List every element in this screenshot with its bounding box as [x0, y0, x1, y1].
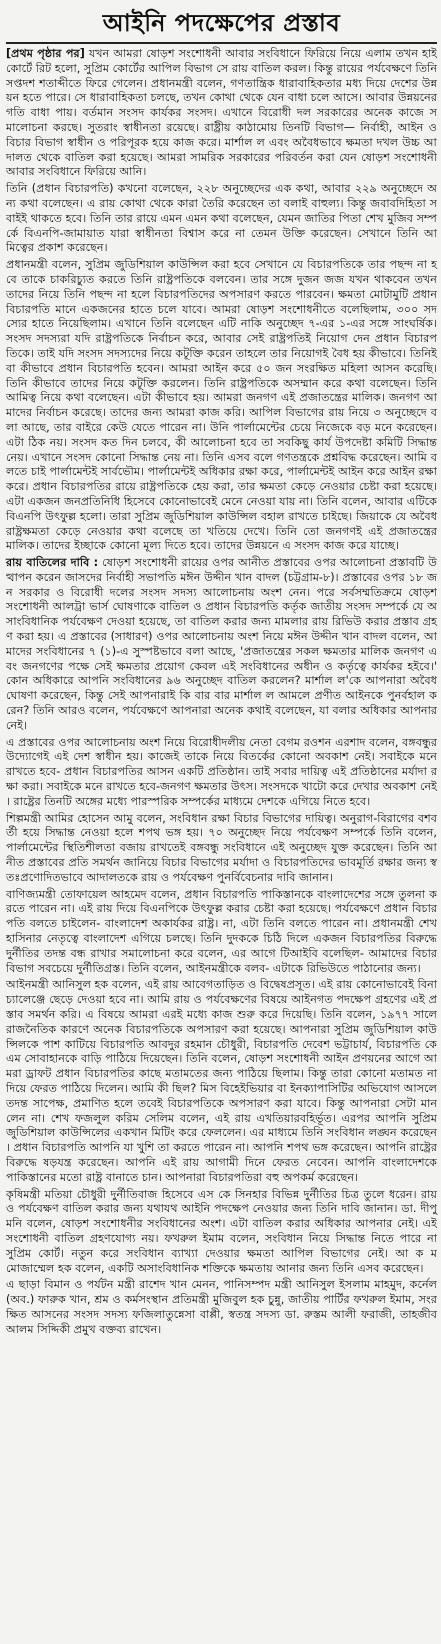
paragraph-text: শিল্পমন্ত্রী আমির হোসেন আমু বলেন, সংবিধান রক্ষা বিচার বিভাগের দায়িত্ব। অনুরাগ-বিরাগের বশবর্তী হয়ে সিদ্ধান্ত নেওয়া হলে শপথ ভঙ্গ হয়। ৭০ অনুচ্ছেদ নিয়ে পর্যবেক্ষণ সম্পর্কে তিনি বলেন, পার্লামেন্টের স্থিতিশীলতা বজায় রাখতেই বঙ্গবন্ধু সংবিধানে এই অনুচ্ছেদ যুক্ত করেছেন। তিনি আনীত প্রস্তাবের প্রতি সমর্থন জানিয়ে বিচার বিভাগের মর্যাদা ও বিচারপতিদের ভাবমূর্তি রক্ষার জন্য স্বতঃপ্রণোদিতভাবে আদালতকে রায় ও পর্যবেক্ষণ পুনর্বিবেচনার দাবি জানান।: [6, 811, 437, 884]
paragraph-text: ষোড়শ সংশোধনী রায়ের ওপর আনীত প্রস্তাবের ওপর আলোচনা প্রস্তাবটি উত্থাপন করেন জাসদের নির্বাহী সভাপতি মঈন উদ্দীন খান বাদল (চট্টগ্রাম-৮)। প্রস্তাবের ওপর ১৮ জন সরকার ও বিরোধী দলের সংসদ সদস্য আলোচনায় অংশ নেন। পরে সর্বসম্মতিক্রমে ষোড়শ সংশোধনী আলট্রা ভার্স ঘোষণাকে বাতিল ও প্রধান বিচারপতি কর্তৃক জাতীয় সংসদ সম্পর্কে যে অসাংবিধানিক পর্যবেক্ষণ দেওয়া হয়েছে, তা বাতিল করার জন্য মামলার রায় রিভিউ করার প্রস্তাব গ্রহণ করা হয়। এ প্রস্তাবের (সাধারণ) ওপর আলোচনায় অংশ নিয়ে মঈন উদ্দীন খান বাদল বলেন, আমাদের সংবিধানের ৭ (১)-এ সুস্পষ্টভাবে বলা আছে, 'প্রজাতন্ত্রের সকল ক্ষমতার মালিক জনগণ এবং জনগণের পক্ষে সেই ক্ষমতার প্রয়োগ কেবল এই সংবিধানের অধীন ও কর্তৃত্বে কার্যকর হইবে।' কোন অধিকারে আপনি সংবিধানের ৯৬ অনুচ্ছেদ বাতিল করলেন? মার্শাল ল'কে আপনারা অবৈধ ঘোষণা করেছেন, কিন্তু সেই আপনারাই কি বার বার মার্শাল ল আমলে প্রণীত আইনকে পুনর্বহাল করেন? তিনি আরও বলেন, পর্যবেক্ষণে আপনারা অনেক কথাই বলেছেন, যা বলার অধিকার আপনার নেই।: [6, 556, 438, 732]
paragraph-lead: [প্রথম পৃষ্ঠার পর]: [6, 47, 85, 60]
article-paragraph: [6, 888, 437, 977]
paragraph-text: তিনি (প্রধান বিচারপতি) কখনো বলেছেন, ২২৮ অনুচ্ছেদের এক কথা, আবার ২২৯ অনুচ্ছেদে অন্য কথা বলেছেন। এ রায় কোথা থেকে কারা তৈরি করেছেন তা বলাই বাহুল্য। কিন্তু জবাবদিহিতা সবাইই থাকতে হবে। তিনি তার রায়ে এমন এমন কথা বলেছেন, যেমন জাতির পিতা শেখ মুজিব সম্পর্কে বিএনপি-জামায়াত যারা স্বাধীনতা বিশ্বাস করে না তেমন উক্তি করেছেন। সেখানে তিনি আমিত্বের প্রকাশ করেছেন।: [6, 182, 437, 255]
article-headline: আইনি পদক্ষেপের প্রস্তাব: [102, 9, 341, 37]
article-paragraph: [6, 1278, 437, 1337]
newspaper-page: [0, 6, 441, 1644]
paragraph-text: এ ছাড়া বিমান ও পর্যটন মন্ত্রী রাশেদ খান মেনন, পানিসম্পদ মন্ত্রী আনিসুল ইসলাম মাহমুদ, কর্নেল (অব.) ফারুক খান, শ্রম ও কর্মসংস্থান প্রতিমন্ত্রী মুজিবুল হক চুন্নু, জাতীয় পার্টির ফখরুল ইমাম, সংরক্ষিত আসনের সংসদ সদস্য ফজিলাতুন্নেসা বাপ্পী, স্বতন্ত্র সদস্য ডা. রুস্তম আলী ফরাজী, তাহজীব আলম সিদ্দিকী প্রমুখ বক্তব্য রাখেন।: [6, 1278, 437, 1336]
article-paragraph: [6, 736, 437, 810]
paragraph-text: কৃষিমন্ত্রী মতিয়া চৌধুরী দুর্নীতিবাজ হিসেবে এস কে সিনহার বিভিন্ন দুর্নীতির চিত্র তুলে ধরেন। রায় ও পর্যবেক্ষণ বাতিল করার জন্য যথাযথ আইনি পদক্ষেপ নেওয়ার জন্য তিনি দাবি জানান। ডা. দীপু মনি বলেন, ষোড়শ সংশোধনীর সংবিধানের অংশ। এটা বাতিল করার অধিকার আপনার নেই। এই সংশোধনী বাতিল গ্রহণযোগ্য নয়। ফখরুল ইমাম বলেন, সংবিধান নিয়ে সিদ্ধান্ত নিতে পারে না সুপ্রিম কোর্ট। নতুন করে সংবিধান ব্যাখ্যা দেওয়ার ক্ষমতা আপিল বিভাগের নেই। আ ক ম মোজাম্মেল হক বলেন, একটি অসাংবিধানিক শক্তিকে ক্ষমতায় আনার জন্য তিনি এসব করেছেন।: [6, 1187, 437, 1275]
article-body: [6, 47, 437, 1338]
paragraph-text: বাণিজ্যমন্ত্রী তোফায়েল আহমেদ বলেন, প্রধান বিচারপতি পাকিস্তানকে বাংলাদেশের সঙ্গে তুলনা করতে পারেন না। এই রায় দিয়ে বিএনপিকে উৎফুল্ল করার চেষ্টা করা হয়েছে। পর্যবেক্ষণে প্রধান বিচারপতি বলতে চাইলেন- বাংলাদেশ অকার্যকর রাষ্ট্র। না, এটা তিনি বলতে পারেন না। প্রধানমন্ত্রী শেখ হাসিনার নেতৃত্বে বাংলাদেশ এগিয়ে চলছে। তিনি দুদককে চিঠি দিলে একজন বিচারপতির বিরুদ্ধে দুর্নীতির তদন্ত বন্ধ রাখার সমালোচনা করে বলেন, এর আগে টিআইবি বলেছিল- আমাদের বিচার বিভাগ সবচেয়ে দুর্নীতিগ্রস্ত। তিনি বলেন, আইনমন্ত্রীকে বলব- এটাকে রিভিউতে পাঠানোর জন্য।: [6, 887, 437, 975]
article-paragraph: [6, 1188, 437, 1277]
article-paragraph: [6, 258, 437, 554]
paragraph-text: যখন আমরা ষোড়শ সংশোধনী আবার সংবিধানে ফিরিয়ে নিয়ে এলাম তখন হাই কোর্টে রিট হলো, সুপ্রিম কোর্টের আপিল বিভাগ সে রায় বাতিল করল। কিন্তু রায়ের পর্যবেক্ষণে তিনি সপ্তদশ শতাব্দীতে ফিরে গেলেন। প্রধানমন্ত্রী বলেন, গণতান্ত্রিক ধারাবাহিকতার মধ্য দিয়ে দেশের উন্নয়ন হতে পারে। সে ধারাবাহিকতা চলছে, তখন কোথা থেকে যেন বাধা চলে আসে। আবার উন্নয়নের গতি বাধা পায়। বর্তমান সংসদ কার্যকর সংসদ। এখানে বিরোধী দল সরকারের অনেক কাজে সমালোচনা করছে। সুতরাং স্বাধীনতা রয়েছে। রাষ্ট্রীয় কাঠামোয় তিনটি বিভাগ— নির্বাহী, আইন ও বিচার বিভাগ স্বাধীন ও পরিপূরক হয়ে কাজ করে। মার্শাল ল এবং অবৈধভাবে ক্ষমতা দখল উচ্চ আদালত থেকে বাতিল করা হয়েছে। আমরা সামরিক সরকারের পরিবর্তন করা যেন ষোড়শ সংশোধনী আবার সংবিধানে ফিরিয়ে আনি।: [6, 47, 437, 179]
paragraph-text: প্রধানমন্ত্রী বলেন, সুপ্রিম জুডিশিয়াল কাউন্সিল করা হবে সেখানে যে বিচারপতিকে তার পছন্দ না হবে তাকে চাকরিচ্যুত করতে তিনি রাষ্ট্রপতিকে বলবেন। তার সঙ্গে দুজন জজ যখন থাকবেন তখন তাদের নিয়ে তিনি পছন্দ না হলে বিচারপতিদের অপসারণ করতে পারবেন। ক্ষমতা মোটামুটি প্রধান বিচারপতি মানে একজনের হাতে চলে যাবে। আমরা ষোড়শ সংশোধনীতে বলেছিলাম, ৩০০ সদস্যের হাতে নিয়েছিলাম। এখানে তিনি বলেছেন এটি নাকি অনুচ্ছেদ ৭-এর ১-এর সঙ্গে সাংঘর্ষিক। সংসদ সদস্যরা যদি রাষ্ট্রপতিকে নির্বাচন করে, আবার সেই রাষ্ট্রপতিই নিয়োগ দেন প্রধান বিচারপতিকে। তাই যদি সংসদ সদস্যদের নিয়ে কটূক্তি করেন তাহলে তার নিয়োগই বৈধ হয় কীভাবে। তিনিই বা কীভাবে প্রধান বিচারপতি হবেন। আমরা আইন করে ৫০ জন সংরক্ষিত মহিলা আসন করেছি। তিনি কীভাবে তাদের নিয়ে কটূক্তি করলেন। তিনি রাষ্ট্রপতিকে অসম্মান করে কথা বলেছেন। তিনি আমিত্ব নিয়ে কথা বলেছেন। এটা কীভাবে হয়। আমরা জনগণ এই প্রজাতন্ত্রের মালিক। জনগণ আমাদের নির্বাচন করেছে। তাদের জন্য আমরা কাজ করি। আপিল বিভাগের রায় নিয়ে ৩ অনুচ্ছেদে বলা আছে, তার বাইরে কেউ যেতে পারেন না। উনি পার্লামেন্টের চেয়ে নিজেকে বড় মনে করেছেন। এটা ঠিক নয়। সংসদ কত দিন চলবে, কী আলোচনা হবে তা সবকিছু কার্য উপদেষ্টা কমিটি সিদ্ধান্ত নেয়। এখানে সংসদ কোনো সিদ্ধান্ত নেয় না। তিনি এসব বলে গণতন্ত্রকে প্রশ্নবিদ্ধ করেছেন। আমি বলতে চাই পার্লামেন্টই সার্বভৌম। পার্লামেন্টই অধিকার রক্ষা করে, পার্লামেন্টই আইন করে আইন রক্ষা করে। প্রধান বিচারপতির রায়ে রাষ্ট্রপতিকে হেয় করা, তার ক্ষমতা কেড়ে নেওয়ার চেষ্টা করা হয়েছে। এটা একজন জনপ্রতিনিধি হিসেবে কোনোভাবেই মেনে নেওয়া যায় না। তিনি বলেন, আবার এটিকে বিএনপি উৎফুল্ল হলো। তারা সুপ্রিম জুডিশিয়াল কাউন্সিল বহাল রাখতে চাইছে। জিয়াকে যে অবৈধ রাষ্ট্রক্ষমতা কেড়ে নেওয়ার কথা বলেছে তা খতিয়ে দেখে। তিনি তো জনগণই এই প্রজাতন্ত্রের মালিক। তাদের ইচ্ছাকে কোনো মূল্য দিতে হবে। তাদের উন্নয়নে এ সংসদ কাজ করে যাচ্ছে।: [6, 258, 437, 553]
paragraph-lead: রায় বাতিলের দাবি :: [6, 556, 99, 570]
paragraph-text: আইনমন্ত্রী আনিসুল হক বলেন, এই রায় আবেগতাড়িত ও বিদ্বেষপ্রসূত। এই রায় কোনোভাবেই বিনা চ্যালেঞ্জে ছেড়ে দেওয়া হবে না। আমি রায় ও পর্যবেক্ষণের বিষয়ে আইনগত পদক্ষেপ গ্রহণের এই প্রস্তাব সমর্থন করি। এ বিষয়ে আমরা এরই মধ্যে কাজ শুরু করে দিয়েছি। তিনি বলেন, ১৯৭৭ সালে রাজনৈতিক কারণে অনেক বিচারপতিকে অপসারণ করা হয়েছে। আপনারা সুপ্রিম জুডিশিয়াল কাউন্সিলকে পাশ কাটিয়ে বিচারপতি আবদুর রহমান চৌধুরী, বিচারপতি দেবেশ ভট্টাচার্য, বিচারপতি কে এম সোবাহানকে বাড়ি পাঠিয়ে দিয়েছেন। তিনি বলেন, ষোড়শ সংশোধনী আইন প্রণয়নের আগে আমরা ড্রাফট প্রধান বিচারপতির কাছে মতামতের জন্য পাঠিয়ে ছিলাম। কিন্তু তারা কোনো মতামত না দিয়ে ফেরত পাঠিয়ে দিলেন। আমি কী ছিল? মিস বিহেইভিয়ার বা ইনক্যাপাসিটির অভিযোগ আসলে তদন্ত সাপেক্ষ, প্রমাণিত হলে তবেই বিচারপতিকে অপসারণ করা যাবে। কিন্তু আপনারা সেটা মানলেন না। শেখ ফজলুল করিম সেলিম বলেন, এই রায় এখতিয়ারবহির্ভূত। এরপর আপনি সুপ্রিম জুডিশিয়াল কাউন্সিলের একখান মিটিং করে ফেললেন। এর মাধ্যমে তিনি সংবিধান লঙ্ঘন করেছেন। প্রধান বিচারপতি আপনি যা খুশি তা করতে পারেন না। আপনি শপথ ভঙ্গ করেছেন। আপনি রাষ্ট্রের বিরুদ্ধে ষড়যন্ত্র করেছেন। আপনি এই রায় আগামী দিনে ফেরত নেবেন। আপনি বাংলাদেশকে পাকিস্তানের মতো রাষ্ট্র বানাতে চান। আপনারা বিচারপতিরা বহু অপকর্ম করেছেন।: [6, 978, 437, 1184]
article-paragraph: [6, 556, 437, 734]
article-paragraph: [6, 812, 437, 886]
article-paragraph: [6, 47, 437, 180]
headline-divider: [6, 42, 437, 44]
paragraph-text: এ প্রস্তাবের ওপর আলোচনায় অংশ নিয়ে বিরোধীদলীয় নেতা বেগম রওশন এরশাদ বলেন, বঙ্গবন্ধুর উদ্যোগেই এই দেশ স্বাধীন হয়। কাজেই তাকে নিয়ে বিতর্কের কোনো অবকাশ নেই। সবাইকে মনে রাখতে হবে- প্রধান বিচারপতির আসন একটি প্রতিষ্ঠান। তাই সবার দায়িত্ব এই প্রতিষ্ঠানের মর্যাদা রক্ষা করা। সবাইকে মনে রাখতে হবে-জনগণ ক্ষমতার উৎস। সংসদকে খাটো করে দেখার অবকাশ নেই। রাষ্ট্রের তিনটি অঙ্গের মধ্যে পারস্পরিক সম্পর্কের মাধ্যমে দেশকে এগিয়ে নিতে হবে।: [6, 735, 437, 808]
article-paragraph: [6, 182, 437, 256]
article-paragraph: [6, 978, 437, 1185]
